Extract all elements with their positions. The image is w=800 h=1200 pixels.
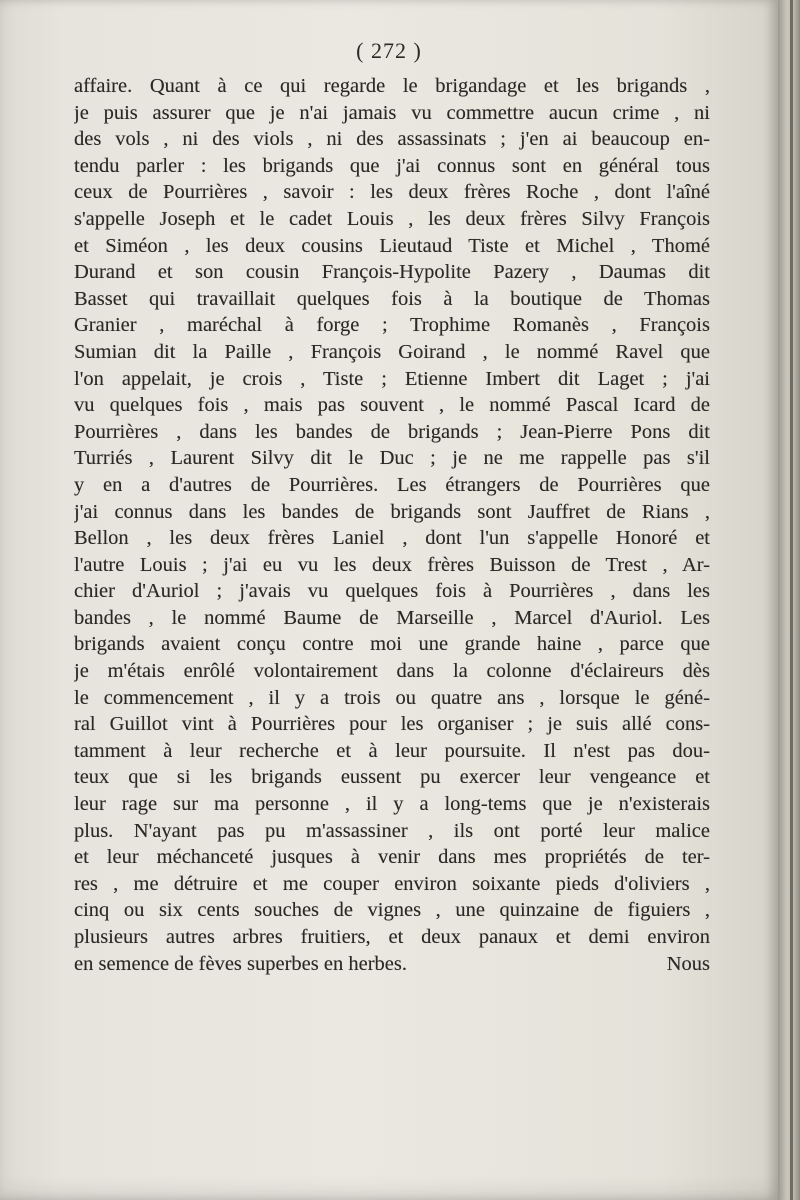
text-line: Pourrières , dans les bandes de brigands ; Jean-Pierre Pons dit <box>74 420 710 443</box>
text-line: l'autre Louis ; j'ai eu vu les deux frères Buisson de Trest , Ar- <box>74 553 710 576</box>
text-line: leur rage sur ma personne , il y a long-tems que je n'existerais <box>74 793 710 816</box>
page-number: ( 272 ) <box>356 38 422 63</box>
text-line: ceux de Pourrières , savoir : les deux frères Roche , dont l'aîné <box>74 181 710 204</box>
text-line: et Siméon , les deux cousins Lieutaud Tiste et Michel , Thomé <box>74 234 710 257</box>
text-line: affaire. Quant à ce qui regarde le brigandage et les brigands , <box>74 75 710 97</box>
text-line: je m'étais enrôlé volontairement dans la colonne d'éclaireurs dès <box>74 660 710 683</box>
next-page-edge <box>778 0 800 1200</box>
text-line: brigands avaient conçu contre moi une grande haine , parce que <box>74 633 710 656</box>
text-line: Durand et son cousin François-Hypolite Pazery , Daumas dit <box>74 261 710 284</box>
text-line: vu quelques fois , mais pas souvent , le nommé Pascal Icard de <box>74 394 710 417</box>
text-line: des vols , ni des viols , ni des assassinats ; j'en ai beaucoup en- <box>74 128 710 151</box>
text-line: le commencement , il y a trois ou quatre ans , lorsque le géné- <box>74 686 710 709</box>
text-line: teux que si les brigands eussent pu exercer leur vengeance et <box>74 766 710 789</box>
text-line: en semence de fèves superbes en herbes. Nous <box>74 951 710 978</box>
text-line: tendu parler : les brigands que j'ai connus sont en général tous <box>74 154 710 177</box>
text-line: plus. N'ayant pas pu m'assassiner , ils ont porté leur malice <box>74 819 710 842</box>
body-text <box>74 73 710 977</box>
text-line: s'appelle Joseph et le cadet Louis , les deux frères Silvy François <box>74 207 710 230</box>
text-line: Turriés , Laurent Silvy dit le Duc ; je ne me rappelle pas s'il <box>74 447 710 470</box>
text-line: ral Guillot vint à Pourrières pour les organiser ; je suis allé cons- <box>74 713 710 736</box>
text-line: j'ai connus dans les bandes de brigands sont Jauffret de Rians , <box>74 500 710 523</box>
text-line: chier d'Auriol ; j'avais vu quelques fois à Pourrières , dans les <box>74 580 710 603</box>
text-line: plusieurs autres arbres fruitiers, et deux panaux et demi environ <box>74 926 710 948</box>
text-line: et leur méchanceté jusques à venir dans mes propriétés de ter- <box>74 846 710 869</box>
text-line: Granier , maréchal à forge ; Trophime Romanès , François <box>74 314 710 337</box>
page-gutter-shadow <box>790 0 793 1200</box>
text-line: y en a d'autres de Pourrières. Les étrangers de Pourrières que <box>74 473 710 496</box>
text-line: tamment à leur recherche et à leur poursuite. Il n'est pas dou- <box>74 739 710 762</box>
text-line: Basset qui travaillait quelques fois à la boutique de Thomas <box>74 287 710 310</box>
text-line: Bellon , les deux frères Laniel , dont l'un s'appelle Honoré et <box>74 527 710 550</box>
catchword: Nous <box>666 952 710 975</box>
text-line: je puis assurer que je n'ai jamais vu commettre aucun crime , ni <box>74 101 710 124</box>
text-line: cinq ou six cents souches de vignes , une quinzaine de figuiers , <box>74 899 710 922</box>
text-line: Sumian dit la Paille , François Goirand , le nommé Ravel que <box>74 340 710 363</box>
text-line: res , me détruire et me couper environ soixante pieds d'oliviers , <box>74 872 710 895</box>
text-line: l'on appelait, je crois , Tiste ; Etienne Imbert dit Laget ; j'ai <box>74 367 710 390</box>
text-line: bandes , le nommé Baume de Marseille , Marcel d'Auriol. Les <box>74 606 710 629</box>
